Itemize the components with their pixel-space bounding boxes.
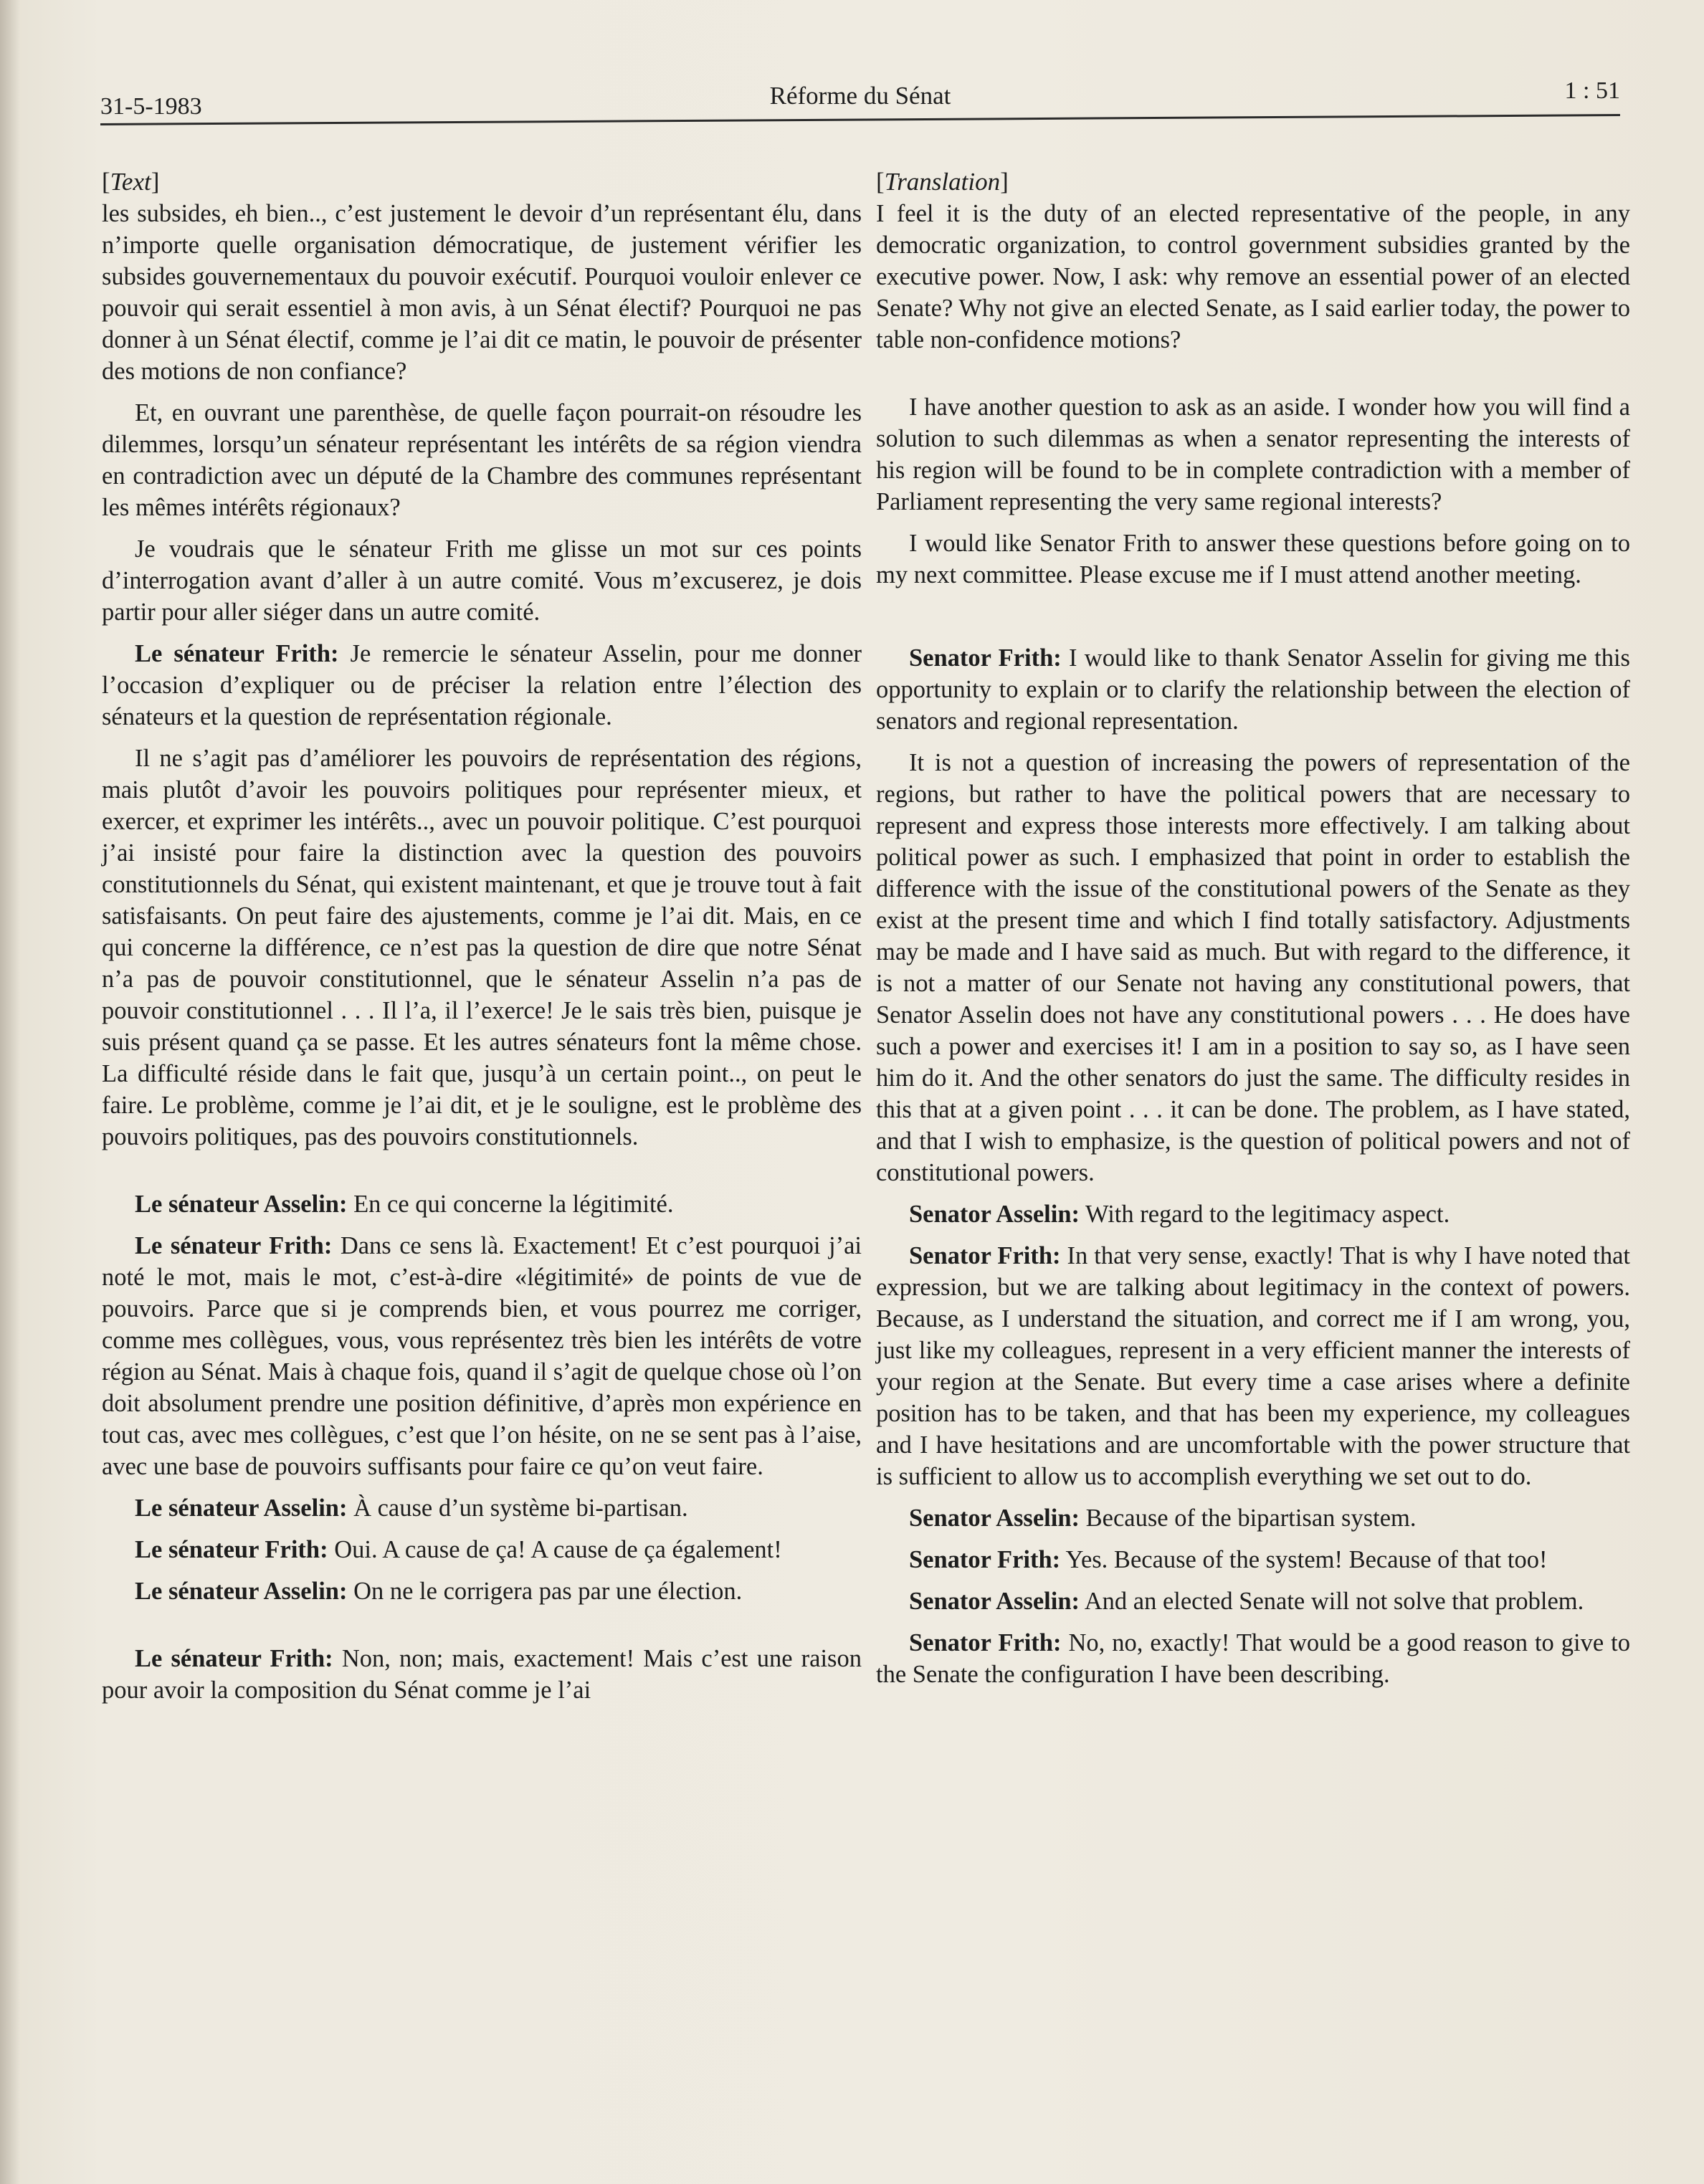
speaker-paragraph	[102, 1534, 862, 1565]
speaker-paragraph	[876, 1585, 1630, 1617]
paragraph: It is not a question of increasing the powers of representation of the regions, but rather to have the political powers that are necessary to represent and express those interests more effectively. I am talking about political power as such. I emphasized that point in order to establish the difference with the issue of the constitutional powers of the Senate as they exist at the present time and which I find totally satisfactory. Adjustments may be made and I have said as much. But with regard to the difference, it is not a matter of our Senate not having any constitutional powers, that Senator Asselin does not have any constitutional powers . . . He does have such a power and exercises it! I am in a position to say so, as I have seen him do it. And the other senators do just the same. The difficulty resides in this that at a given point . . . it can be done. The problem, as I have stated, and that I wish to emphasize, is the question of political powers and not of constitutional powers.	[876, 749, 1630, 1186]
speaker-paragraph	[102, 1188, 862, 1220]
speech-text: With regard to the legitimacy aspect.	[1080, 1201, 1450, 1228]
speech-text: À cause d’un système bi-partisan.	[347, 1494, 688, 1522]
speaker-paragraph	[876, 1198, 1630, 1230]
speaker-name: Le sénateur Frith:	[135, 640, 339, 667]
speaker-name: Senator Frith:	[909, 1629, 1062, 1656]
paragraph: I feel it is the duty of an elected representative of the people, in any democratic organization, to control government subsidies granted by the executive power. Now, I ask: why remove an essential power of an elected Senate? Why not give an elected Senate, as I said earlier today, the power to table non-confidence motions?	[876, 200, 1630, 353]
speech-text: In that very sense, exactly! That is why I have noted that expression, but we are talking about legitimacy in the context of powers. Because, as I understand the situation, and correct me if I am wrong, you, just like my colleagues, represent in a very efficient manner the interests of your region at the Senate. But every time a case arises where a definite position has to be taken, and that has been my experience, my colleagues and I have hesitations and are uncomfortable with the power structure that is sufficient to allow us to accomplish everything we set out to do.	[876, 1242, 1630, 1490]
paragraph: I have another question to ask as an aside. I wonder how you will find a solution to such dilemmas as when a senator representing the interests of his region will be found to be in complete contradiction with a member of Parliament representing the very same regional interests?	[876, 394, 1630, 515]
speaker-paragraph	[102, 638, 862, 733]
header-date: 31-5-1983	[100, 93, 202, 120]
speaker-paragraph	[876, 1544, 1630, 1575]
speaker-name: Senator Asselin:	[909, 1201, 1080, 1228]
speech-text: Dans ce sens là. Exactement! Et c’est pourquoi j’ai noté le mot, mais le mot, c’est-à-dire «légitimité» de points de vue de pouvoirs. Parce que si je comprends bien, et vous pourrez me corriger, comme mes collègues, vous, vous représentez très bien les intérêts de votre région au Sénat. Mais à chaque fois, quand il s’agit de quelque chose où l’on doit absolument prendre une position définitive, d’après mon expérience en tout cas, avec mes collègues, c’est que l’on hésite, on ne se sent pas à l’aise, avec une base de pouvoirs suffisants pour faire ce qu’on veut faire.	[102, 1232, 862, 1480]
paragraph: Et, en ouvrant une parenthèse, de quelle façon pourrait-on résoudre les dilemmes, lorsqu’un sénateur représentant les intérêts de sa région viendra en contradiction avec un député de la Chambre des communes représentant les mêmes intérêts régionaux?	[102, 399, 862, 521]
speech-text: Because of the bipartisan system.	[1080, 1505, 1417, 1532]
speech-text: On ne le corrigera pas par une élection.	[347, 1578, 743, 1605]
speaker-name: Le sénateur Asselin:	[135, 1191, 348, 1218]
speaker-name: Le sénateur Asselin:	[135, 1578, 348, 1605]
binding-shadow	[0, 0, 20, 2184]
column-label: [Text]	[102, 168, 160, 196]
speaker-paragraph	[876, 1240, 1630, 1492]
speaker-paragraph	[102, 1230, 862, 1482]
page-number: 1 : 51	[1564, 77, 1620, 104]
speaker-paragraph	[102, 1492, 862, 1524]
header-title: Réforme du Sénat	[769, 82, 951, 110]
paragraph: Il ne s’agit pas d’améliorer les pouvoirs de représentation des régions, mais plutôt d’avoir les pouvoirs politiques pour représenter mieux, et exercer, et exprimer les intérêts.., avec un pouvoir politique. C’est pourquoi j’ai insisté pour faire la distinction avec la question des pouvoirs constitutionnels du Sénat, qui existent maintenant, et que je trouve tout à fait satisfaisants. On peut faire des ajustements, comme je l’ai dit. Mais, en ce qui concerne la différence, ce n’est pas la question de dire que notre Sénat n’a pas de pouvoir constitutionnel, que le sénateur Asselin n’a pas de pouvoir constitutionnel . . . Il l’a, il l’exerce! Je le sais très bien, puisque je suis présent quand ça se passe. Et les autres sénateurs font la même chose. La difficulté réside dans le fait que, jusqu’à un certain point.., on peut le faire. Le problème, comme je l’ai dit, et je le souligne, est le problème des pouvoirs politiques, pas des pouvoirs constitutionnels.	[102, 745, 862, 1150]
speaker-paragraph	[876, 642, 1630, 737]
speaker-name: Senator Frith:	[909, 1242, 1061, 1269]
paragraph: les subsides, eh bien.., c’est justement le devoir d’un représentant élu, dans n’importe quelle organisation démocratique, de justement vérifier les subsides gouvernementaux du pouvoir exécutif. Pourquoi vouloir enlever ce pouvoir qui serait essentiel à mon avis, à un Sénat électif? Pourquoi ne pas donner à un Sénat électif, comme je l’ai dit ce matin, le pouvoir de présenter des motions de non confiance?	[102, 200, 862, 385]
speech-text: En ce qui concerne la légitimité.	[347, 1191, 674, 1218]
speaker-name: Senator Frith:	[909, 644, 1062, 672]
speaker-paragraph	[102, 1575, 862, 1607]
speaker-paragraph	[102, 1643, 862, 1706]
speaker-name: Senator Frith:	[909, 1546, 1061, 1573]
french-column	[102, 166, 862, 1706]
speech-text: I would like to thank Senator Asselin for giving me this opportunity to explain or to clarify the relationship between the election of senators and regional representation.	[876, 644, 1630, 735]
speech-text: And an elected Senate will not solve that problem.	[1080, 1588, 1584, 1615]
speaker-name: Senator Asselin:	[909, 1505, 1080, 1532]
english-column	[876, 166, 1630, 1690]
speaker-paragraph	[876, 1627, 1630, 1690]
speech-text: No, no, exactly! That would be a good reason to give to the Senate the configuration I have been describing.	[876, 1629, 1630, 1688]
paragraph: I would like Senator Frith to answer these questions before going on to my next committee. Please excuse me if I must attend another meeting.	[876, 530, 1630, 588]
speech-text: Yes. Because of the system! Because of that too!	[1060, 1546, 1548, 1573]
paragraph: Je voudrais que le sénateur Frith me glisse un mot sur ces points d’interrogation avant d’aller à un autre comité. Vous m’excuserez, je dois partir pour aller siéger dans un autre comité.	[102, 535, 862, 626]
speech-text: Non, non; mais, exactement! Mais c’est une raison pour avoir la composition du Sénat comme je l’ai	[102, 1645, 862, 1704]
speaker-name: Le sénateur Frith:	[135, 1645, 333, 1672]
speaker-paragraph	[876, 1502, 1630, 1534]
speaker-name: Senator Asselin:	[909, 1588, 1080, 1615]
speech-text: Je remercie le sénateur Asselin, pour me donner l’occasion d’expliquer ou de préciser la relation entre l’élection des sénateurs et la question de représentation régionale.	[102, 640, 862, 730]
speaker-name: Le sénateur Frith:	[135, 1536, 328, 1563]
speech-text: Oui. A cause de ça! A cause de ça également!	[328, 1536, 782, 1563]
speaker-name: Le sénateur Asselin:	[135, 1494, 348, 1522]
speaker-name: Le sénateur Frith:	[135, 1232, 333, 1259]
column-label: [Translation]	[876, 168, 1009, 196]
